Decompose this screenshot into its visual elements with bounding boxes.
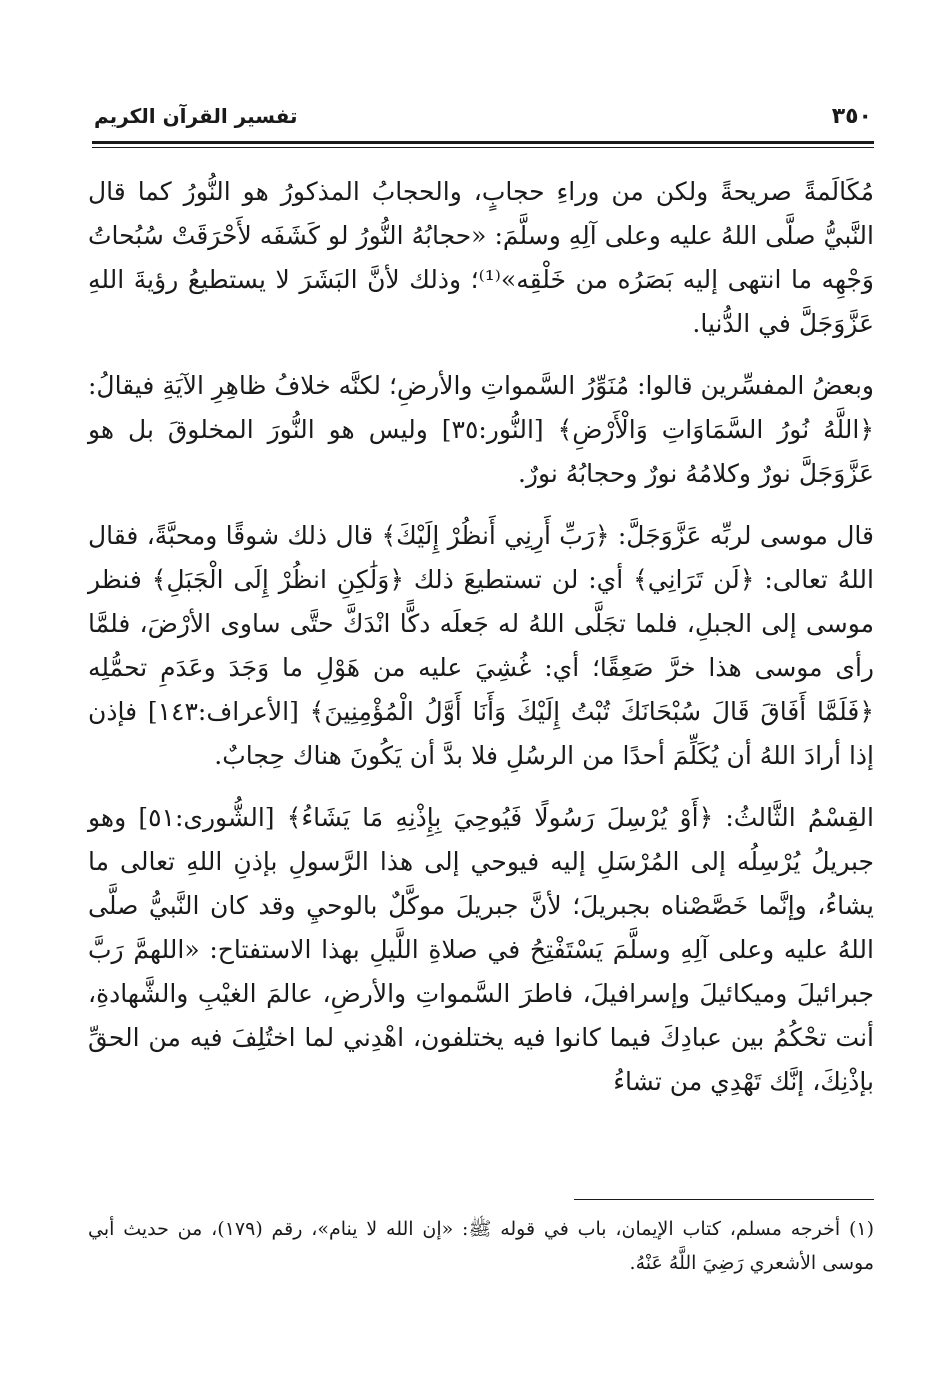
footnote: (١) أخرجه مسلم، كتاب الإيمان، باب في قوله ﷺ: «إن الله لا ينام»، رقم (١٧٩)، من حديث أبي موسى الأشعري رَضِيَ اللَّهُ عَنْهُ.	[88, 1218, 875, 1274]
main-text	[88, 170, 874, 1122]
paragraph: القِسْمُ الثَّالثُ: ﴿أَوْ يُرْسِلَ رَسُولًا فَيُوحِيَ بِإِذْنِهِ مَا يَشَاءُ﴾ [الشُّورى:٥١] وهو جبريلُ يُرْسِلُه إلى المُرْسَلِ إليه فيوحي إلى هذا الرَّسولِ بإذنِ اللهِ تعالى ما يشاءُ، وإنَّما خَصَّصْناه بجبريلَ؛ لأنَّ جبريلَ موكَّلٌ بالوحيِ وقد كان النَّبيُّ صلَّى اللهُ عليه وعلى آلِهِ وسلَّمَ يَسْتَفْتِحُ في صلاةِ اللَّيلِ بهذا الاستفتاح: «اللهمَّ رَبَّ جبرائيلَ وميكائيلَ وإسرافيلَ، فاطرَ السَّمواتِ والأرضِ، عالمَ الغيْبِ والشَّهادةِ، أنت تحْكُمُ بين عبادِكَ فيما كانوا فيه يختلفون، اهْدِني لما اختُلِفَ فيه من الحقِّ بإذْنِكَ، إنَّك تَهْدِي من تشاءُ	[88, 803, 874, 1096]
footnote-separator	[574, 1199, 874, 1200]
paragraph: قال موسى لربِّه عَزَّوَجَلَّ: ﴿رَبِّ أَرِنِي أَنظُرْ إِلَيْكَ﴾ قال ذلك شوقًا ومحبَّةً، فقال اللهُ تعالى: ﴿لَن تَرَانِي﴾ أي: لن تستطيعَ ذلك ﴿وَلَٰكِنِ انظُرْ إِلَى الْجَبَلِ﴾ فنظر موسى إلى الجبلِ، فلما تجَلَّى اللهُ له جَعلَه دكًّا انْدَكَّ حتَّى ساوى الأرْضَ، فلمَّا رأى موسى هذا خرَّ صَعِقًا؛ أي: غُشِيَ عليه من هَوْلِ ما وَجَدَ وعَدَمِ تحمُّلِه ﴿فَلَمَّا أَفَاقَ قَالَ سُبْحَانَكَ تُبْتُ إِلَيْكَ وَأَنَا أَوَّلُ الْمُؤْمِنِينَ﴾ [الأعراف:١٤٣] فإذن إذا أرادَ اللهُ أن يُكَلِّمَ أحدًا من الرسُلِ فلا بدَّ أن يَكُونَ هناك حِجابٌ.	[88, 521, 874, 770]
header-rule-thick	[92, 141, 874, 144]
page-header	[92, 96, 874, 140]
paragraph: وبعضُ المفسِّرين قالوا: مُنَوِّرُ السَّمواتِ والأرضِ؛ لكنَّه خلافُ ظاهِرِ الآيَةِ فيقالُ: ﴿اللَّهُ نُورُ السَّمَاوَاتِ وَالْأَرْضِ﴾ [النُّور:٣٥] وليس هو النُّورَ المخلوقَ بل هو عَزَّوَجَلَّ نورٌ وكلامُهُ نورٌ وحجابُهُ نورٌ.	[88, 371, 875, 488]
running-title: تفسير القرآن الكريم	[94, 104, 298, 128]
header-rule-thin	[92, 147, 874, 148]
paragraph: مُكَالَمةً صريحةً ولكن من وراءِ حجابٍ، والحجابُ المذكورُ هو النُّورُ كما قال النَّبيُّ صلَّى اللهُ عليه وعلى آلِهِ وسلَّمَ: «حجابُهُ النُّورُ لو كَشَفَه لأَحْرَقَتْ سُبُحاتُ وَجْهِه ما انتهى إليه بَصَرُه من خَلْقِه»⁽¹⁾؛ وذلك لأنَّ البَشَرَ لا يستطيعُ رؤيةَ اللهِ عَزَّوَجَلَّ في الدُّنيا.	[88, 177, 874, 338]
page-number: ٣٥٠	[831, 104, 872, 129]
